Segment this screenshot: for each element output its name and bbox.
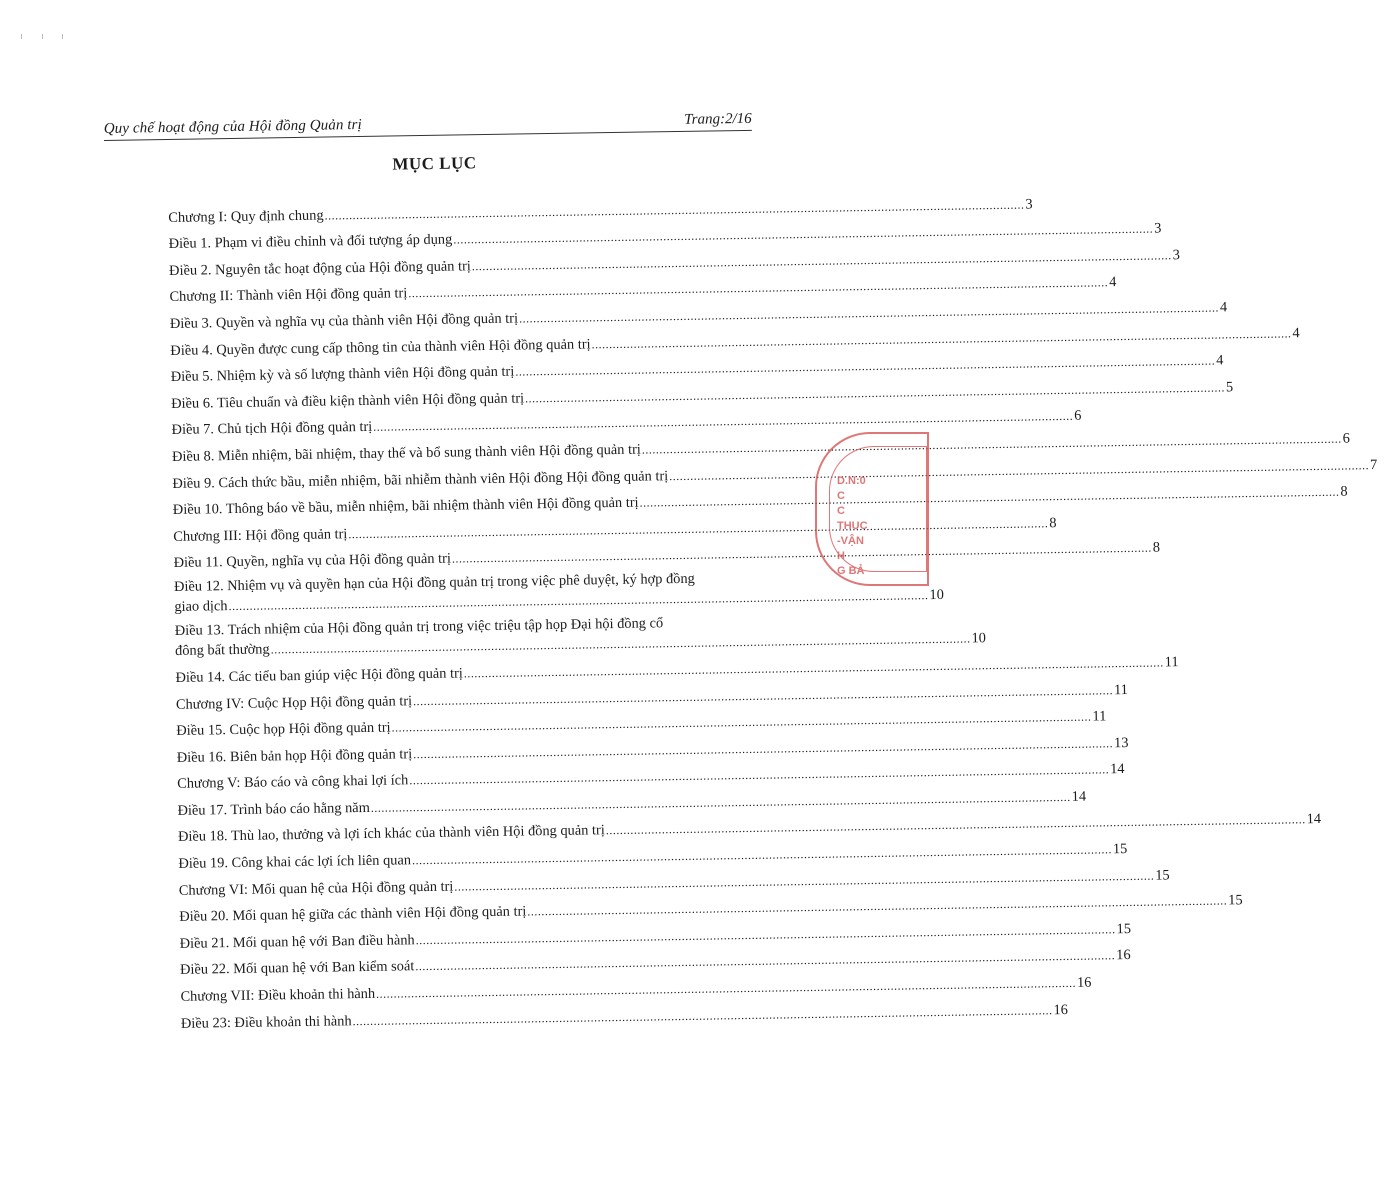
toc-entry-label: Điều 13. Trách nhiệm của Hội đồng quản trị trong việc triệu tập họp Đại hội đồng cổ <box>174 615 664 640</box>
toc-entry-label: Điều 12. Nhiệm vụ và quyền hạn của Hội đồng quản trị trong việc phê duyệt, ký hợp đồng <box>173 571 695 596</box>
page-header <box>103 94 752 141</box>
toc-entry-label: Điều 2. Nguyên tắc hoạt động của Hội đồng quản trị <box>168 258 471 279</box>
toc-page-number: 14 <box>1071 788 1087 805</box>
toc-leader-dots <box>464 653 1164 682</box>
toc-leader-dots <box>454 866 1154 895</box>
toc-page-number: 3 <box>1154 220 1162 237</box>
toc-page-number: 10 <box>971 630 987 647</box>
toc-page-number: 7 <box>1369 456 1378 473</box>
toc-entry-label-cont: giao dịch <box>174 598 228 616</box>
toc-page-number: 14 <box>1306 811 1322 828</box>
toc-page-number: 15 <box>1228 892 1243 909</box>
toc-page-number: 16 <box>1076 974 1092 991</box>
toc-page-number: 11 <box>1092 708 1107 725</box>
toc-entry-label: Điều 3. Quyền và nghĩa vụ của thành viên Hội đồng quản trị <box>169 310 519 332</box>
toc-page-number: 4 <box>1292 324 1300 341</box>
toc-entry-label: Điều 23: Điều khoản thi hành <box>180 1012 352 1032</box>
toc-entry-label: Chương IV: Cuộc Họp Hội đồng quản trị <box>175 692 413 713</box>
toc-page-number: 4 <box>1109 274 1117 291</box>
toc-page-number: 4 <box>1216 352 1224 369</box>
toc-entry-label: Điều 11. Quyền, nghĩa vụ của Hội đồng quản trị <box>173 550 452 572</box>
toc-page-number: 13 <box>1113 734 1129 751</box>
toc-entry-label: Điều 15. Cuộc họp Hội đồng quản trị <box>176 719 391 740</box>
document-title: Quy chế hoạt động của Hội đồng Quản trị <box>103 116 362 138</box>
toc-page-number: 8 <box>1049 514 1057 531</box>
toc-page-number: 4 <box>1219 299 1228 316</box>
stamp-text: D.N:0 C C THUC -VẬN H G BẢ <box>837 475 868 577</box>
toc-entry-label: Chương III: Hội đồng quản trị <box>173 525 348 545</box>
toc-leader-dots <box>525 378 1225 407</box>
toc-page-number: 6 <box>1342 430 1351 447</box>
toc-page-number: 11 <box>1164 654 1179 671</box>
toc-entry-label: Điều 6. Tiêu chuẩn và điều kiện thành viên Hội đồng quản trị <box>171 390 525 412</box>
toc-leader-dots <box>639 483 1339 512</box>
toc-entry-label: Điều 5. Nhiệm kỳ và số lượng thành viên Hội đồng quản trị <box>170 363 515 386</box>
toc-page-number: 5 <box>1225 379 1234 396</box>
toc-page-number: 15 <box>1112 841 1128 858</box>
toc-page-number: 14 <box>1110 761 1125 778</box>
toc-entry-label: Điều 9. Cách thức bầu, miễn nhiệm, bãi nhiễm thành viên Hội đồng Hội đồng quản trị <box>172 467 669 492</box>
toc-entry-label: Điều 7. Chủ tịch Hội đồng quản trị <box>171 419 373 439</box>
toc-leader-dots <box>519 298 1219 327</box>
toc-page-number: 8 <box>1340 483 1348 500</box>
toc-leader-dots <box>453 220 1153 249</box>
toc-entry-label: Chương VI: Mối quan hệ của Hội đồng quản trị <box>178 878 454 899</box>
toc-page-number: 8 <box>1152 539 1161 556</box>
page-number: Trang:2/16 <box>684 110 752 128</box>
toc-leader-dots <box>352 1001 1052 1030</box>
toc-entry-label: Điều 22. Mối quan hệ với Ban kiểm soát <box>179 958 415 979</box>
toc-heading: MỤC LỤC <box>392 153 477 174</box>
toc-entry-label: Điều 8. Miễn nhiệm, bãi nhiệm, thay thế và bổ sung thành viên Hội đồng quản trị <box>171 441 641 465</box>
toc-entry-label: Điều 14. Các tiểu ban giúp việc Hội đồng quản trị <box>175 665 463 686</box>
toc-entry-label: Điều 16. Biên bản họp Hội đồng quản trị <box>176 745 413 766</box>
toc-entry-label-cont: đông bất thường <box>174 641 270 660</box>
toc-entry-label: Điều 10. Thông báo về bầu, miễn nhiệm, bãi nhiệm thành viên Hội đồng quản trị <box>172 494 639 519</box>
toc-leader-dots <box>669 456 1369 485</box>
toc-entry-label: Điều 17. Trình báo cáo hằng năm <box>177 799 370 819</box>
toc-leader-dots <box>515 352 1215 381</box>
toc-page-number: 15 <box>1116 920 1132 938</box>
toc-entry-label: Điều 4. Quyền được cung cấp thông tin của thành viên Hội đồng quản trị <box>170 335 591 359</box>
toc-entry-label: Chương VII: Điều khoản thi hành <box>180 985 376 1005</box>
toc-page-number: 11 <box>1113 681 1128 698</box>
toc-entry-label: Điều 1. Phạm vi điều chỉnh và đối tượng áp dụng <box>168 231 453 253</box>
toc-entry-label: Chương II: Thành viên Hội đồng quản trị <box>169 285 408 306</box>
toc-leader-dots <box>606 811 1306 840</box>
toc-page-number: 6 <box>1074 408 1082 425</box>
toc-leader-dots <box>642 430 1342 459</box>
toc-entry-label: Điều 21. Mối quan hệ với Ban điều hành <box>179 932 415 952</box>
toc-entry-label: Chương I: Quy định chung <box>168 207 324 226</box>
company-seal-stamp <box>815 432 929 586</box>
toc-leader-dots <box>527 892 1227 921</box>
toc-page-number: 16 <box>1053 1001 1069 1018</box>
toc-leader-dots <box>452 539 1152 568</box>
toc-page-number: 10 <box>929 587 944 604</box>
toc-entry-label: Điều 19. Công khai các lợi ích liên quan <box>178 852 412 872</box>
toc-entry-label: Chương V: Báo cáo và công khai lợi ích <box>177 772 409 793</box>
toc-entry-label: Điều 18. Thù lao, thưởng và lợi ích khác của thành viên Hội đồng quản trị <box>177 822 605 846</box>
toc-page-number: 3 <box>1025 196 1033 213</box>
toc-entry-label: Điều 20. Mối quan hệ giữa các thành viên Hội đồng quản trị <box>179 903 527 926</box>
toc-page-number: 3 <box>1172 246 1181 264</box>
toc-page-number: 16 <box>1116 947 1131 964</box>
toc-leader-dots <box>591 324 1291 353</box>
toc-page-number: 15 <box>1155 867 1170 884</box>
toc-leader-dots <box>472 246 1172 275</box>
